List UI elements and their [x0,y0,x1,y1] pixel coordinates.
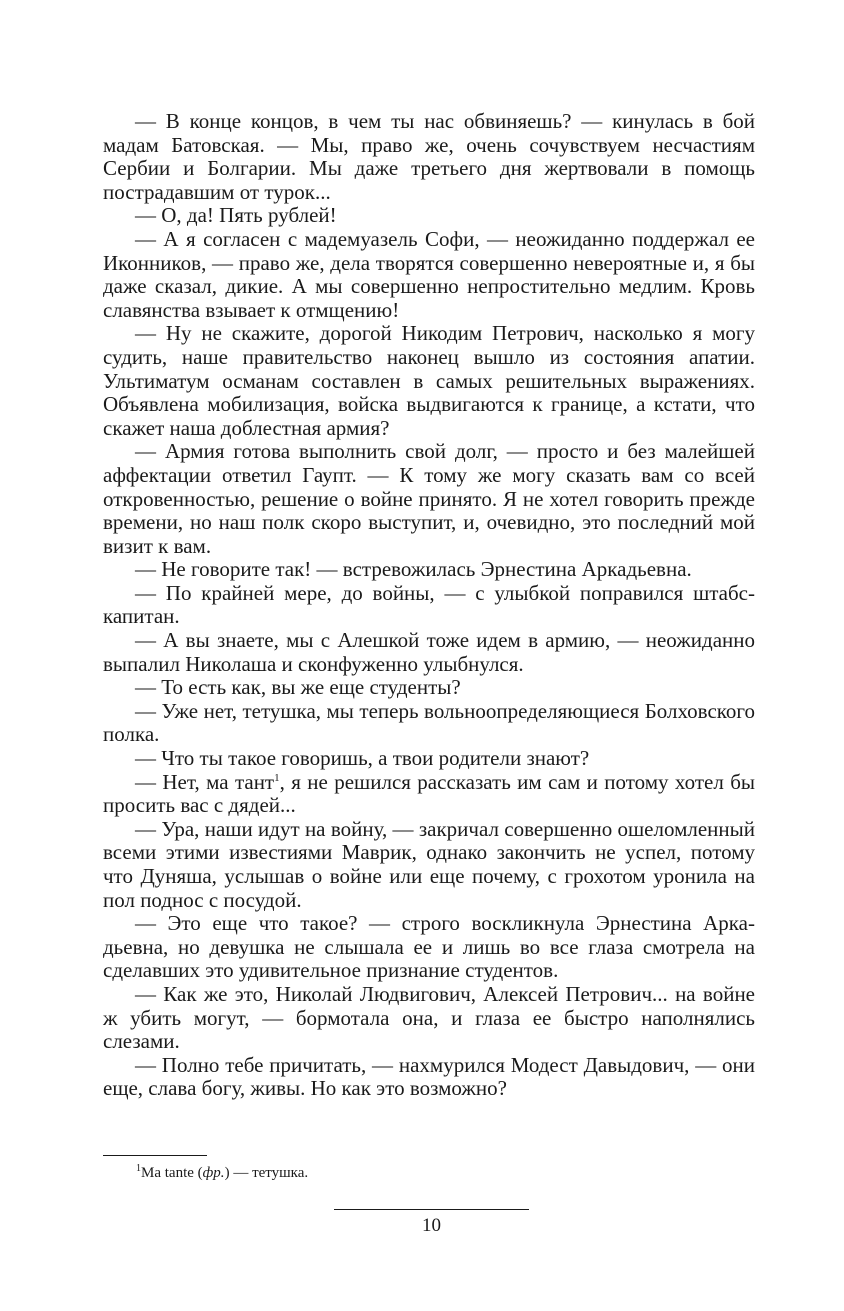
paragraph: — Как же это, Николай Людвигович, Алексей Петрович... на войне ж убить могут, — бормотала она, и глаза ее быстро наполнялись слезами. [103,981,755,1054]
paragraph: — Что ты такое говоришь, а твои родители знают? [135,746,590,771]
paragraph: — Ну не скажите, дорогой Никодим Петрович, насколько я могу судить, наше правительство наконец вышло из состояния апатии. Ультиматум османам составлен в самых решительных выражениях. Объявлена мобилизация, войска выдвигаются к границе, а кстати, что скажет наша доблестная армия? [103,321,755,440]
paragraph: — В конце концов, в чем ты нас обвиняешь? — кинулась в бой мадам Батовская. — Мы, право же, очень сочувствуем несчастиям Сербии и Болгарии. Мы даже третьего дня жертвовали в помощь пострадавшим от турок... [103,109,755,204]
paragraph: — Это еще что такое? — строго воскликнула Эрнестина Аркадьевна, но девушка не слышала ее и лишь во все глаза смотрела на сделавших это удивительное признание студентов. [103,911,755,983]
paragraph: — Армия готова выполнить свой долг, — просто и без малейшей аффектации ответил Гаупт. — К тому же могу сказать вам со всей откровенностью, решение о войне принято. Я не хотел говорить прежде времени, но наш полк скоро выступит, и, очевидно, это последний мой визит к вам. [103,439,755,558]
paragraph: — А вы знаете, мы с Алешкой тоже идем в армию, — неожиданно выпалил Николаша и сконфуженно улыбнулся. [103,628,755,676]
paragraph: — Не говорите так! — встревожилась Эрнестина Аркадьевна. [135,557,692,582]
paragraph: — По крайней мере, до войны, — с улыбкой поправился штабс-капитан. [103,580,755,629]
footnote: $^1$Ma tante (фр.) — тетушка. [136,1163,309,1181]
paragraph: — Ура, наши идут на войну, — закричал совершенно ошеломленный всеми этими известиями Маврик, однако закончить не успел, потому что Дуняша, услышав о войне или еще почему, с грохотом уронила на пол поднос с посудой. [103,816,755,912]
footnote-reference[interactable]: 1 [274,771,280,784]
paragraph-text: — Нет, ма тант [135,769,275,794]
paragraph: — То есть как, вы же еще студенты? [135,675,461,700]
page-number-divider [334,1209,529,1210]
footnote-definition: — тетушка. [229,1165,309,1181]
paragraph: — Уже нет, тетушка, мы теперь вольноопределяющиеся Болховского полка. [103,698,755,747]
page-number: 10 [422,1215,441,1236]
paragraph-text: , я не решился рассказать им сам и потому хотел бы просить вас с дядей... [103,769,755,818]
paragraph: — А я согласен с мадемуазель Софи, — неожиданно поддержал ее Иконников, — право же, дела творятся совершенно невероятные и, я бы даже сказал, дикие. А мы совершенно непростительно медлим. Кровь славянства взывает к отмщению! [103,226,755,322]
footnote-language: фр. [202,1165,225,1181]
footnote-term: Ma tante [141,1165,194,1181]
footnote-mark: 1 [136,1163,141,1174]
paragraph: — О, да! Пять рублей! [135,203,337,228]
body-text [103,110,755,1101]
paragraph: — Полно тебе причитать, — нахмурился Модест Давыдович, — они еще, слава богу, живы. Но как это возможно? [103,1052,755,1101]
paragraph-with-footnote [103,771,755,818]
footnote-divider [103,1155,207,1156]
